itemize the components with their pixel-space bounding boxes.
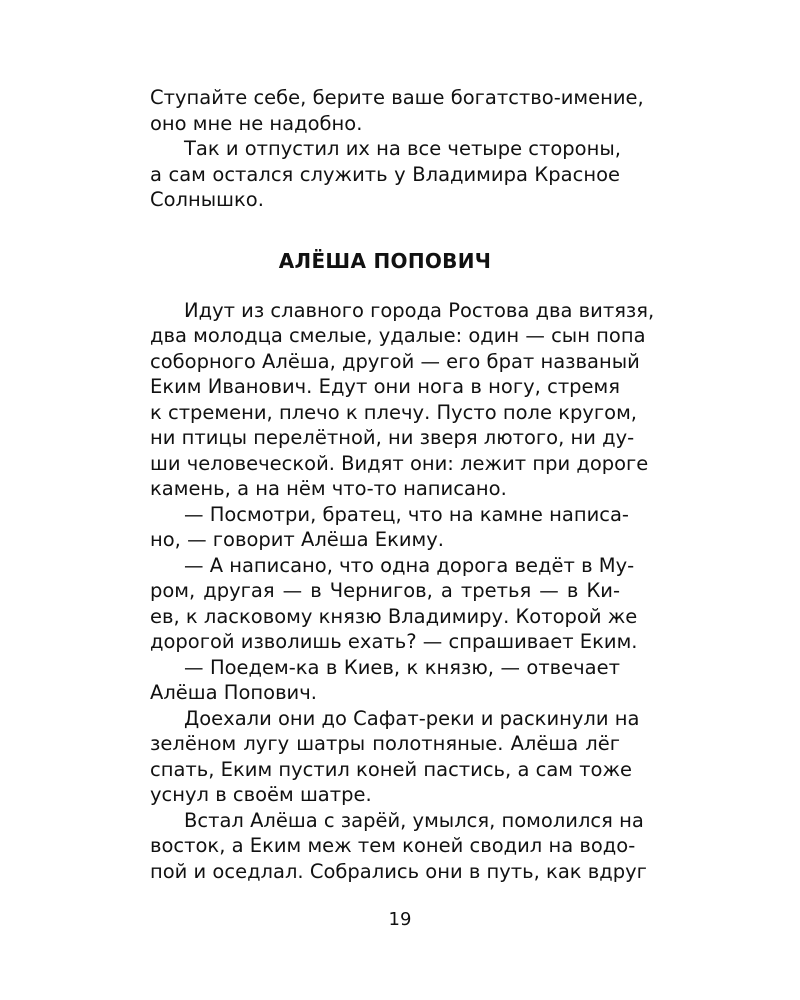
text-line: пой и оседлал. Собрались они в путь, как вдруг (150, 859, 647, 883)
text-line: но, — говорит Алёша Екиму. (150, 528, 444, 551)
text-line: спать, Еким пустил коней пастись, а сам тоже (150, 757, 633, 781)
text-line: соборного Алёша, другой — его брат названый (150, 349, 640, 373)
text-line: — Поедем-ка в Киев, к князю, — отвечает (184, 655, 620, 679)
text-line: оно мне не надобно. (150, 111, 363, 135)
text-line: ши человеческой. Видят они: лежит при дороге (150, 451, 649, 475)
chapter-title: АЛЁША ПОПОВИЧ (278, 248, 492, 273)
text-line: Встал Алёша с зарёй, умылся, помолился на (184, 808, 644, 832)
text-line: к стремени, плечо к плечу. Пусто поле кругом, (150, 400, 637, 424)
text-line: дорогой изволишь ехать? — спрашивает Еким. (150, 630, 638, 653)
text-line: Солнышко. (150, 188, 264, 211)
text-line: а сам остался служить у Владимира Красное (150, 162, 620, 186)
page-content (150, 85, 655, 884)
text-line: Идут из славного города Ростова два витязя, (184, 298, 655, 322)
text-line: два молодца смелые, удалые: один — сын попа (150, 324, 646, 347)
text-line: восток, а Еким меж тем коней сводил на водо- (150, 834, 636, 857)
text-line: — Посмотри, братец, что на камне написа- (184, 502, 629, 526)
text-line: уснул в своём шатре. (150, 783, 372, 806)
text-line: ев, к ласковому князю Владимиру. Которой же (150, 604, 638, 628)
text-line: Ступайте себе, берите ваше богатство-имение, (150, 86, 644, 109)
text-line: Еким Иванович. Едут они нога в ногу, стремя (150, 375, 620, 398)
text-line: камень, а на нём что-то написано. (150, 477, 507, 500)
text-line: ни птицы перелётной, ни зверя лютого, ни ду- (150, 426, 635, 449)
text-line: — А написано, что одна дорога ведёт в Му- (184, 553, 635, 577)
text-line: Доехали они до Сафат-реки и раскинули на (184, 706, 640, 730)
text-line: зелёном лугу шатры полотняные. Алёша лёг (150, 732, 620, 755)
text-line: Так и отпустил их на все четыре стороны, (184, 137, 621, 160)
text-line: Алёша Попович. (150, 681, 317, 704)
text-line: ром, другая — в Чернигов, а третья — в Ки- (150, 579, 620, 602)
page-number: 19 (388, 909, 412, 930)
